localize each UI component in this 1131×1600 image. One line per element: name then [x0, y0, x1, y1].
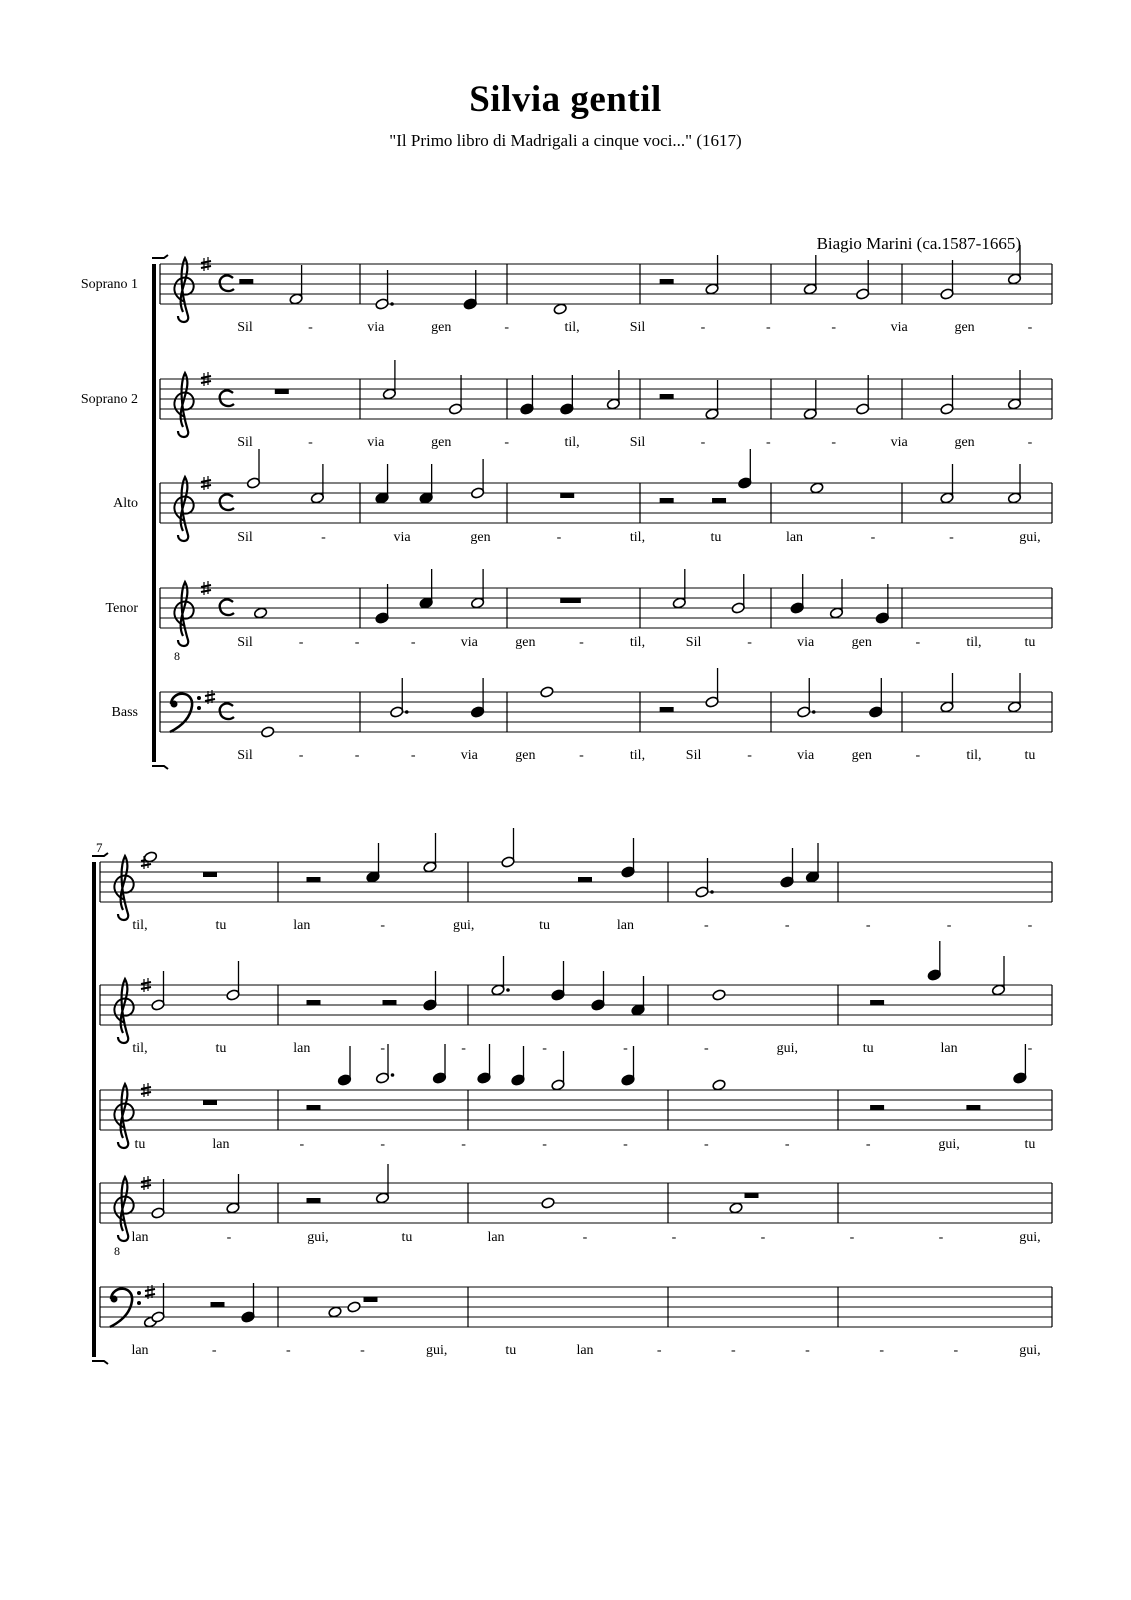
composer-credit: Biagio Marini (ca.1587-1665) — [816, 234, 1021, 253]
bass-clef-dot — [197, 706, 201, 710]
lyric-syllable: - — [623, 1041, 628, 1056]
bass-clef-curve — [170, 694, 192, 732]
lyric-syllable: gen — [431, 435, 452, 450]
lyric-syllable: gen — [851, 635, 872, 650]
lyric-syllable: tu — [862, 1041, 874, 1056]
lyric-syllable: - — [1027, 320, 1033, 335]
lyric-syllable: via — [890, 320, 908, 335]
lyric-syllable: tu — [215, 918, 227, 933]
treble-clef-stroke — [178, 477, 188, 541]
treble-clef-stroke — [118, 979, 128, 1043]
lyric-syllable: Sil — [237, 635, 253, 650]
lyric-syllable: - — [1027, 918, 1033, 933]
quarter-rest — [966, 1105, 980, 1110]
lyric-syllable: gui, — [307, 1230, 329, 1245]
lyric-syllable: - — [354, 635, 360, 650]
lyric-syllable: gen — [515, 635, 536, 650]
lyric-syllable: gui, — [938, 1137, 960, 1152]
lyric-syllable: - — [831, 435, 837, 450]
dot — [812, 710, 816, 714]
lyric-syllable: lan — [487, 1230, 505, 1245]
common-time — [220, 704, 234, 720]
sharp-bar — [201, 376, 211, 378]
half-rest — [307, 1198, 321, 1203]
octave-marker: 8 — [114, 1244, 120, 1258]
sharp-bar — [141, 1087, 151, 1089]
voice-label: Bass — [111, 705, 138, 720]
quarter-rest — [307, 877, 321, 882]
whole-rest — [745, 1193, 759, 1198]
lyric-syllable: til, — [629, 748, 646, 763]
lyric-syllable: gen — [851, 748, 872, 763]
lyric-syllable: - — [831, 320, 837, 335]
sharp-bar — [141, 987, 151, 989]
lyric-syllable: - — [849, 1230, 855, 1245]
whole-rest — [364, 1297, 378, 1302]
notehead — [712, 1079, 726, 1091]
lyric-syllable: lan — [785, 530, 804, 545]
lyric-syllable: - — [461, 1041, 466, 1056]
voice-label: Soprano 2 — [80, 392, 138, 407]
bracket-bottom-hook — [92, 1361, 108, 1364]
bass-clef-dot — [137, 1291, 141, 1295]
quarter-rest — [870, 1000, 884, 1005]
bracket-top-hook — [152, 255, 168, 258]
measure-number: 7 — [96, 840, 103, 855]
lyric-syllable: - — [504, 435, 510, 450]
notehead — [347, 1301, 361, 1313]
lyric-syllable: - — [410, 635, 416, 650]
lyric-syllable: - — [354, 748, 360, 763]
lyric-syllable: Sil — [237, 748, 253, 763]
half-rest — [660, 279, 674, 284]
dot — [506, 988, 510, 992]
lyric-syllable: lan — [616, 918, 635, 933]
score-subtitle: "Il Primo libro di Madrigali a cinque voci..." (1617) — [389, 131, 742, 150]
system-2 — [92, 828, 1052, 1364]
lyric-syllable: - — [953, 1343, 959, 1358]
staff-tenor — [106, 569, 1052, 663]
lyric-syllable: - — [946, 918, 952, 933]
staff-soprano-2 — [81, 360, 1052, 450]
lyric-syllable: tu — [1024, 635, 1036, 650]
lyric-syllable: til, — [132, 918, 148, 933]
system-1 — [81, 245, 1052, 769]
lyric-syllable: tu — [539, 918, 550, 933]
lyric-syllable: via — [393, 530, 411, 545]
lyric-syllable: - — [747, 635, 752, 650]
lyric-syllable: lan — [293, 1041, 311, 1056]
treble-clef-stroke — [178, 258, 188, 322]
lyric-syllable: - — [700, 435, 706, 450]
sharp-bar — [201, 266, 211, 268]
staff-alto — [113, 449, 1052, 545]
lyric-syllable: tu — [134, 1137, 146, 1152]
lyric-syllable: lan — [576, 1343, 594, 1358]
notehead — [729, 1202, 743, 1214]
lyric-syllable: - — [656, 1343, 662, 1358]
sharp-bar — [201, 261, 211, 263]
quarter-rest — [307, 1105, 321, 1110]
lyric-syllable: lan — [131, 1343, 149, 1358]
lyric-syllable: Sil — [685, 748, 702, 763]
staff-soprano-2 — [100, 941, 1052, 1056]
octave-marker: 8 — [174, 649, 180, 663]
common-time — [220, 495, 234, 511]
lyric-syllable: - — [730, 1343, 736, 1358]
lyric-syllable: gen — [470, 530, 491, 545]
lyric-syllable: - — [704, 1137, 709, 1152]
lyric-syllable: - — [784, 1137, 790, 1152]
lyric-syllable: - — [805, 1343, 810, 1358]
lyric-syllable: lan — [940, 1041, 958, 1056]
treble-clef-stroke — [178, 373, 188, 437]
lyric-syllable: gui, — [452, 918, 475, 933]
whole-rest — [560, 493, 574, 498]
lyric-syllable: gui, — [1019, 530, 1041, 545]
bracket-bottom-hook — [152, 766, 168, 769]
lyric-syllable: tu — [401, 1230, 413, 1245]
lyric-syllable: lan — [131, 1230, 149, 1245]
notehead — [540, 686, 554, 698]
dot — [390, 302, 394, 306]
lyric-syllable: gui, — [1019, 1343, 1041, 1358]
lyric-syllable: - — [704, 918, 709, 933]
sharp-bar — [201, 590, 211, 592]
common-time — [220, 391, 234, 407]
lyric-syllable: gen — [431, 320, 452, 335]
lyric-syllable: - — [1027, 435, 1033, 450]
lyric-syllable: - — [308, 435, 313, 450]
sharp-bar — [205, 694, 215, 696]
lyric-syllable: via — [797, 635, 815, 650]
lyric-syllable: gui, — [1019, 1230, 1041, 1245]
lyric-syllable: - — [870, 530, 876, 545]
lyric-syllable: via — [890, 435, 908, 450]
lyric-syllable: via — [460, 748, 478, 763]
lyric-syllable: - — [504, 320, 510, 335]
sharp-bar — [205, 699, 215, 701]
treble-clef-stroke — [118, 1177, 128, 1241]
lyric-syllable: Sil — [629, 435, 646, 450]
lyric-syllable: - — [1027, 1041, 1033, 1056]
lyric-syllable: - — [704, 1041, 709, 1056]
lyric-syllable: - — [380, 918, 386, 933]
sharp-bar — [201, 381, 211, 383]
lyric-syllable: tu — [1024, 748, 1036, 763]
voice-label: Alto — [113, 496, 138, 511]
lyric-syllable: - — [671, 1230, 677, 1245]
lyric-syllable: gen — [954, 435, 975, 450]
half-rest — [660, 498, 674, 503]
staff-bass — [112, 668, 1052, 763]
lyric-syllable: - — [542, 1137, 547, 1152]
lyric-syllable: tu — [1024, 1137, 1036, 1152]
lyric-syllable: - — [579, 635, 584, 650]
sharp-bar — [141, 1185, 151, 1187]
whole-rest — [203, 1100, 217, 1105]
bass-clef-dot — [197, 696, 201, 700]
staff-soprano-1 — [100, 828, 1052, 933]
lyric-syllable: - — [285, 1343, 291, 1358]
lyric-syllable: til, — [132, 1041, 148, 1056]
dot — [391, 1073, 395, 1077]
lyric-syllable: - — [915, 748, 921, 763]
sharp-bar — [201, 585, 211, 587]
treble-clef-stroke — [118, 856, 128, 920]
lyric-syllable: - — [360, 1343, 365, 1358]
lyric-syllable: lan — [212, 1137, 230, 1152]
half-rest — [660, 394, 674, 399]
staff-tenor — [100, 1164, 1052, 1258]
voice-label: Soprano 1 — [80, 277, 138, 292]
lyric-syllable: - — [784, 918, 790, 933]
lyric-syllable: - — [556, 530, 562, 545]
lyric-syllable: - — [380, 1137, 386, 1152]
half-rest — [660, 707, 674, 712]
quarter-rest — [712, 498, 726, 503]
lyric-syllable: - — [623, 1137, 628, 1152]
half-rest — [307, 1000, 321, 1005]
common-time — [220, 276, 234, 292]
notehead — [328, 1306, 342, 1318]
notehead — [553, 303, 567, 315]
lyric-syllable: - — [765, 320, 771, 335]
lyric-syllable: til, — [564, 435, 580, 450]
quarter-rest — [578, 877, 592, 882]
bass-clef-head — [111, 1296, 118, 1303]
lyric-syllable: lan — [293, 918, 311, 933]
lyric-syllable: - — [747, 748, 752, 763]
lyric-syllable: - — [949, 530, 954, 545]
score-title: Silvia gentil — [469, 79, 662, 120]
lyric-syllable: gen — [515, 748, 536, 763]
lyric-syllable: - — [582, 1230, 588, 1245]
lyric-syllable: via — [367, 320, 385, 335]
lyric-syllable: Sil — [237, 435, 253, 450]
bass-clef-curve — [110, 1289, 132, 1327]
lyric-syllable: - — [299, 1137, 305, 1152]
dot — [710, 890, 714, 894]
lyric-syllable: Sil — [629, 320, 646, 335]
lyric-syllable: gen — [954, 320, 975, 335]
lyric-syllable: - — [865, 918, 871, 933]
lyric-syllable: Sil — [237, 530, 253, 545]
lyric-syllable: Sil — [237, 320, 253, 335]
sharp-bar — [145, 1289, 155, 1291]
lyric-syllable: via — [460, 635, 478, 650]
lyric-syllable: - — [380, 1041, 386, 1056]
lyric-syllable: til, — [564, 320, 580, 335]
common-time — [220, 600, 234, 616]
lyric-syllable: tu — [710, 530, 722, 545]
lyric-syllable: gui, — [776, 1041, 798, 1056]
sharp-bar — [145, 1294, 155, 1296]
treble-clef-stroke — [178, 582, 188, 646]
treble-clef-stroke — [118, 1084, 128, 1148]
voice-label: Tenor — [105, 601, 138, 616]
notehead — [253, 607, 267, 619]
whole-rest — [203, 872, 217, 877]
sharp-bar — [141, 982, 151, 984]
staff-soprano-1 — [81, 245, 1052, 335]
lyric-syllable: til, — [629, 530, 646, 545]
lyric-syllable: - — [308, 320, 313, 335]
lyric-syllable: - — [765, 435, 771, 450]
lyric-syllable: gui, — [425, 1343, 448, 1358]
lyric-syllable: - — [700, 320, 706, 335]
half-rest — [870, 1105, 884, 1110]
lyric-syllable: via — [367, 435, 385, 450]
sharp-bar — [201, 480, 211, 482]
lyric-syllable: - — [938, 1230, 944, 1245]
sharp-bar — [141, 1092, 151, 1094]
lyric-syllable: - — [760, 1230, 766, 1245]
lyric-syllable: via — [797, 748, 815, 763]
lyric-syllable: til, — [629, 635, 646, 650]
lyric-syllable: til, — [966, 635, 982, 650]
lyric-syllable: - — [298, 748, 304, 763]
notehead — [712, 989, 726, 1001]
notehead — [261, 726, 275, 738]
whole-rest — [275, 389, 289, 394]
whole-rest — [567, 598, 581, 603]
lyric-syllable: tu — [505, 1343, 517, 1358]
bass-clef-dot — [137, 1301, 141, 1305]
lyric-syllable: - — [298, 635, 304, 650]
lyric-syllable: Sil — [685, 635, 702, 650]
lyric-syllable: - — [865, 1137, 871, 1152]
half-rest — [239, 279, 253, 284]
notehead — [810, 482, 824, 494]
quarter-rest — [383, 1000, 397, 1005]
lyric-syllable: - — [542, 1041, 547, 1056]
notehead — [143, 851, 157, 863]
staff-alto — [100, 1044, 1052, 1152]
lyric-syllable: - — [461, 1137, 466, 1152]
lyric-syllable: til, — [966, 748, 982, 763]
bass-clef-head — [171, 701, 178, 708]
dot — [405, 710, 409, 714]
lyric-syllable: - — [915, 635, 921, 650]
sharp-bar — [141, 864, 151, 866]
lyric-syllable: - — [879, 1343, 885, 1358]
lyric-syllable: - — [211, 1343, 217, 1358]
sharp-bar — [201, 485, 211, 487]
lyric-syllable: - — [226, 1230, 232, 1245]
sharp-bar — [141, 1180, 151, 1182]
lyric-syllable: - — [410, 748, 416, 763]
notehead — [541, 1197, 555, 1209]
lyric-syllable: tu — [215, 1041, 227, 1056]
quarter-rest — [211, 1302, 225, 1307]
lyric-syllable: - — [579, 748, 584, 763]
lyric-syllable: - — [321, 530, 326, 545]
staff-bass — [100, 1283, 1052, 1358]
